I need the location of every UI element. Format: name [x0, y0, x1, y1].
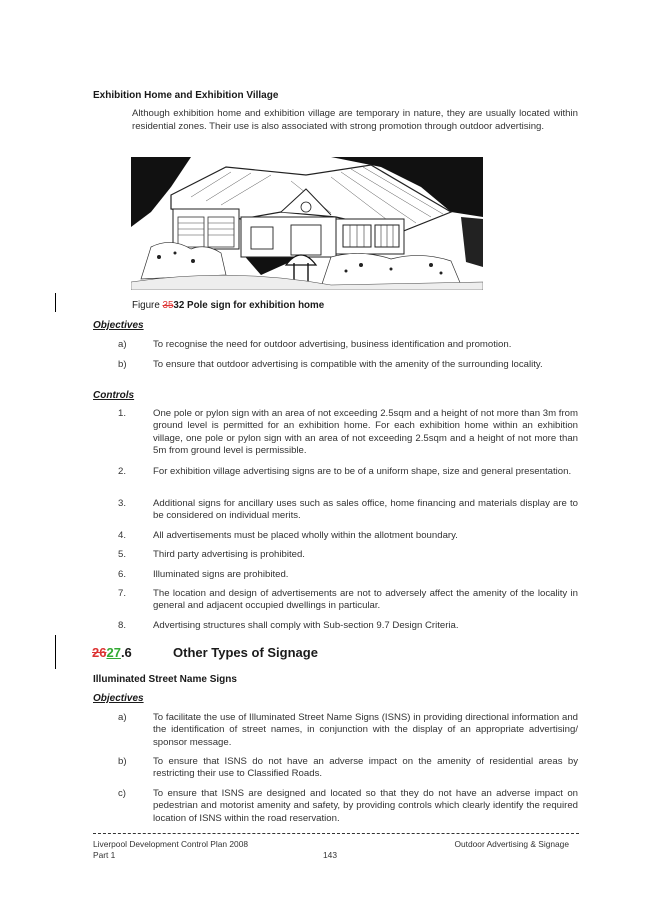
footer-divider	[93, 833, 579, 834]
exhibition-intro: Although exhibition home and exhibition village are temporary in nature, they are usually located within residential zones. Their use is also associated with strong promotion through outdoor advertising.	[132, 108, 578, 132]
figure-caption	[132, 300, 324, 311]
isns-heading: Illuminated Street Name Signs	[93, 674, 237, 685]
figure-prefix: Figure	[132, 300, 163, 311]
list-item: 7. The location and design of advertisements are not to adversely affect the amenity of the locality in general and adjacent occupied dwellings in particular.	[118, 588, 578, 612]
exhibition-heading: Exhibition Home and Exhibition Village	[93, 90, 279, 101]
list-item: b) To ensure that outdoor advertising is compatible with the amenity of the surrounding locality.	[118, 359, 543, 370]
section-number-inserted: 27	[106, 645, 121, 660]
figure-number-inserted: 32	[173, 300, 185, 311]
section-title: Other Types of Signage	[173, 645, 318, 660]
change-bar	[55, 635, 56, 669]
list-item: 1. One pole or pylon sign with an area of not exceeding 2.5sqm and a height of not more than 3m from ground level is permitted for an exhibition home. For each exhibition home within an exhibition village, one pole or pylon sign with an area of not exceeding 2.5sqm and a height of not more than 5m from ground level is permissible.	[118, 408, 578, 457]
footer-page-number: 143	[323, 850, 337, 860]
list-item: 4. All advertisements must be placed wholly within the allotment boundary.	[118, 530, 458, 541]
list-item: c) To ensure that ISNS are designed and located so that they do not have an adverse impact on pedestrian and motorist amenity and safety, by providing controls which clearly identify the required location of ISNS within the road reservation.	[118, 788, 578, 824]
isns-objectives-heading: Objectives	[93, 693, 144, 704]
footer-right: Outdoor Advertising & Signage	[454, 839, 569, 849]
objectives-heading: Objectives	[93, 320, 144, 331]
section-number-suffix: .6	[120, 645, 132, 660]
change-bar	[55, 293, 56, 312]
house-sketch	[131, 157, 483, 290]
figure-number-deleted: 35	[162, 300, 174, 311]
list-item: b) To ensure that ISNS do not have an adverse impact on the amenity of residential areas by restricting their use to Classified Roads.	[118, 756, 578, 780]
section-number-deleted: 26	[92, 645, 107, 660]
list-item: a) To facilitate the use of Illuminated Street Name Signs (ISNS) in providing directional information and the identification of street names, in conjunction with the display of an appropriate advertising/ sponsor message.	[118, 712, 578, 748]
list-item: 2. For exhibition village advertising signs are to be of a uniform shape, size and general presentation.	[118, 466, 572, 477]
figure-title: Pole sign for exhibition home	[184, 300, 325, 311]
list-item: 3. Additional signs for ancillary uses such as sales office, home financing and materials display are to be considered on individual merits.	[118, 498, 578, 522]
list-item: a) To recognise the need for outdoor advertising, business identification and promotion.	[118, 339, 512, 350]
section-number	[92, 645, 132, 660]
exhibition-home-illustration	[131, 157, 483, 290]
controls-heading: Controls	[93, 390, 135, 401]
footer-left-line1: Liverpool Development Control Plan 2008	[93, 839, 249, 849]
list-item: 5. Third party advertising is prohibited.	[118, 549, 305, 560]
list-item: 8. Advertising structures shall comply with Sub-section 9.7 Design Criteria.	[118, 620, 459, 631]
list-item: 6. Illuminated signs are prohibited.	[118, 569, 289, 580]
footer-left-line2: Part 1	[93, 850, 116, 860]
